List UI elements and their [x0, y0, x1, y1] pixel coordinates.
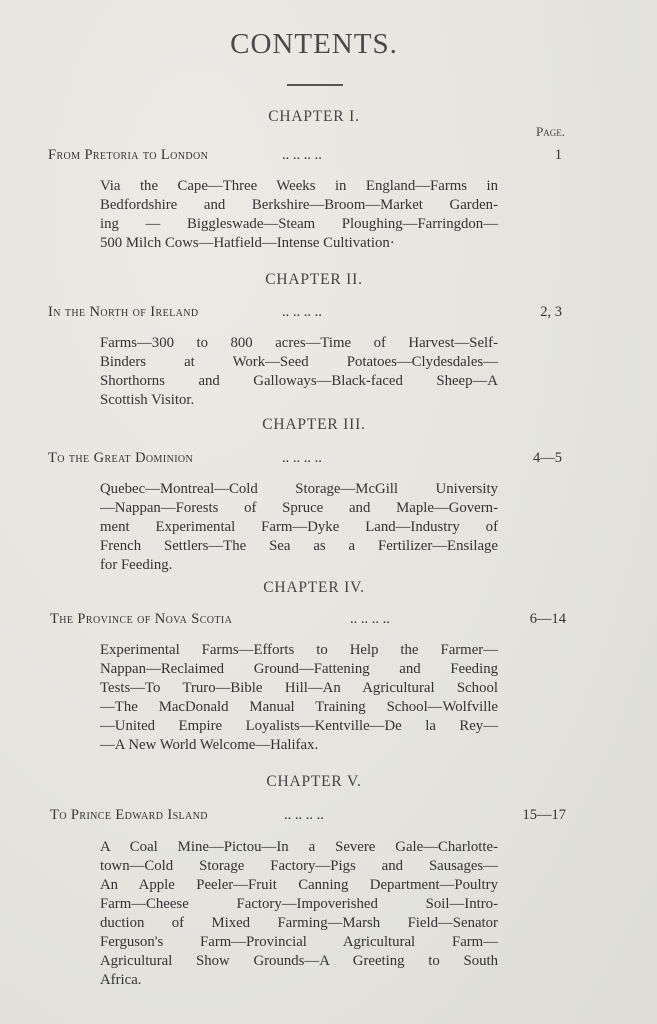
entry-title: To Prince Edward Island: [50, 807, 208, 823]
summary-line: town—Cold Storage Factory—Pigs and Sausages—: [100, 858, 498, 874]
entry-page: 1: [554, 147, 562, 163]
leader-dots: .. .. .. ..: [282, 304, 322, 320]
summary-line: —United Empire Loyalists—Kentville—De la Rey—: [100, 718, 498, 734]
chapter-heading: CHAPTER I.: [268, 108, 360, 125]
summary-line: for Feeding.: [100, 557, 173, 573]
page-title: CONTENTS.: [230, 28, 398, 60]
summary-line: duction of Mixed Farming—Marsh Field—Senator: [100, 915, 498, 931]
summary-line: Binders at Work—Seed Potatoes—Clydesdales—: [100, 354, 498, 370]
entry-title: To the Great Dominion: [48, 450, 194, 466]
chapter-heading: CHAPTER III.: [262, 416, 366, 433]
summary-line: Agricultural Show Grounds—A Greeting to South: [100, 953, 498, 969]
summary-line: A Coal Mine—Pictou—In a Severe Gale—Charlotte-: [100, 839, 498, 855]
summary-line: Ferguson's Farm—Provincial Agricultural Farm—: [100, 934, 498, 950]
chapter-summary: [100, 177, 498, 253]
summary-line: Tests—To Truro—Bible Hill—An Agricultural School: [100, 680, 498, 696]
summary-line: Experimental Farms—Efforts to Help the Farmer—: [100, 642, 498, 658]
entry-page: 15—17: [522, 807, 566, 823]
summary-line: Shorthorns and Galloways—Black-faced Sheep—A: [100, 373, 498, 389]
toc-entry[interactable]: [48, 147, 568, 167]
summary-line: An Apple Peeler—Fruit Canning Department—Poultry: [100, 877, 498, 893]
toc-entry[interactable]: [50, 807, 570, 827]
summary-line: Via the Cape—Three Weeks in England—Farms in: [100, 178, 498, 194]
page-column-label: Page.: [536, 124, 565, 139]
leader-dots: .. .. .. ..: [284, 807, 324, 823]
summary-line: ment Experimental Farm—Dyke Land—Industry of: [100, 519, 498, 535]
summary-line: Scottish Visitor.: [100, 392, 195, 408]
toc-entry[interactable]: [48, 304, 568, 324]
toc-entry[interactable]: [50, 611, 570, 631]
toc-entry[interactable]: [48, 450, 568, 470]
summary-line: Farm—Cheese Factory—Impoverished Soil—Intro-: [100, 896, 498, 912]
summary-line: Quebec—Montreal—Cold Storage—McGill University: [100, 481, 498, 497]
chapter-heading: CHAPTER V.: [266, 773, 362, 790]
summary-line: Farms—300 to 800 acres—Time of Harvest—Self-: [100, 335, 498, 351]
entry-page: 6—14: [529, 611, 566, 627]
leader-dots: .. .. .. ..: [350, 611, 390, 627]
summary-line: 500 Milch Cows—Hatfield—Intense Cultivation·: [100, 235, 395, 251]
entry-page: 4—5: [533, 450, 562, 466]
chapter-heading: CHAPTER IV.: [263, 579, 365, 596]
entry-title: From Pretoria to London: [48, 147, 209, 163]
title-rule: [287, 84, 343, 86]
leader-dots: .. .. .. ..: [282, 147, 322, 163]
chapter-summary: [100, 334, 498, 410]
entry-title: In the North of Ireland: [48, 304, 199, 320]
entry-page: 2, 3: [540, 304, 562, 320]
chapter-summary: [100, 641, 498, 755]
chapter-heading: CHAPTER II.: [265, 271, 363, 288]
summary-line: —The MacDonald Manual Training School—Wolfville: [100, 699, 498, 715]
summary-line: ing — Biggleswade—Steam Ploughing—Farringdon—: [100, 216, 498, 232]
leader-dots: .. .. .. ..: [282, 450, 322, 466]
entry-title: The Province of Nova Scotia: [50, 611, 233, 627]
summary-line: Nappan—Reclaimed Ground—Fattening and Feeding: [100, 661, 498, 677]
summary-line: French Settlers—The Sea as a Fertilizer—Ensilage: [100, 538, 498, 554]
summary-line: Africa.: [100, 972, 142, 988]
summary-line: —A New World Welcome—Halifax.: [100, 737, 319, 753]
summary-line: —Nappan—Forests of Spruce and Maple—Govern-: [100, 500, 498, 516]
chapter-summary: [100, 480, 498, 575]
summary-line: Bedfordshire and Berkshire—Broom—Market Garden-: [100, 197, 498, 213]
chapter-summary: [100, 838, 498, 990]
